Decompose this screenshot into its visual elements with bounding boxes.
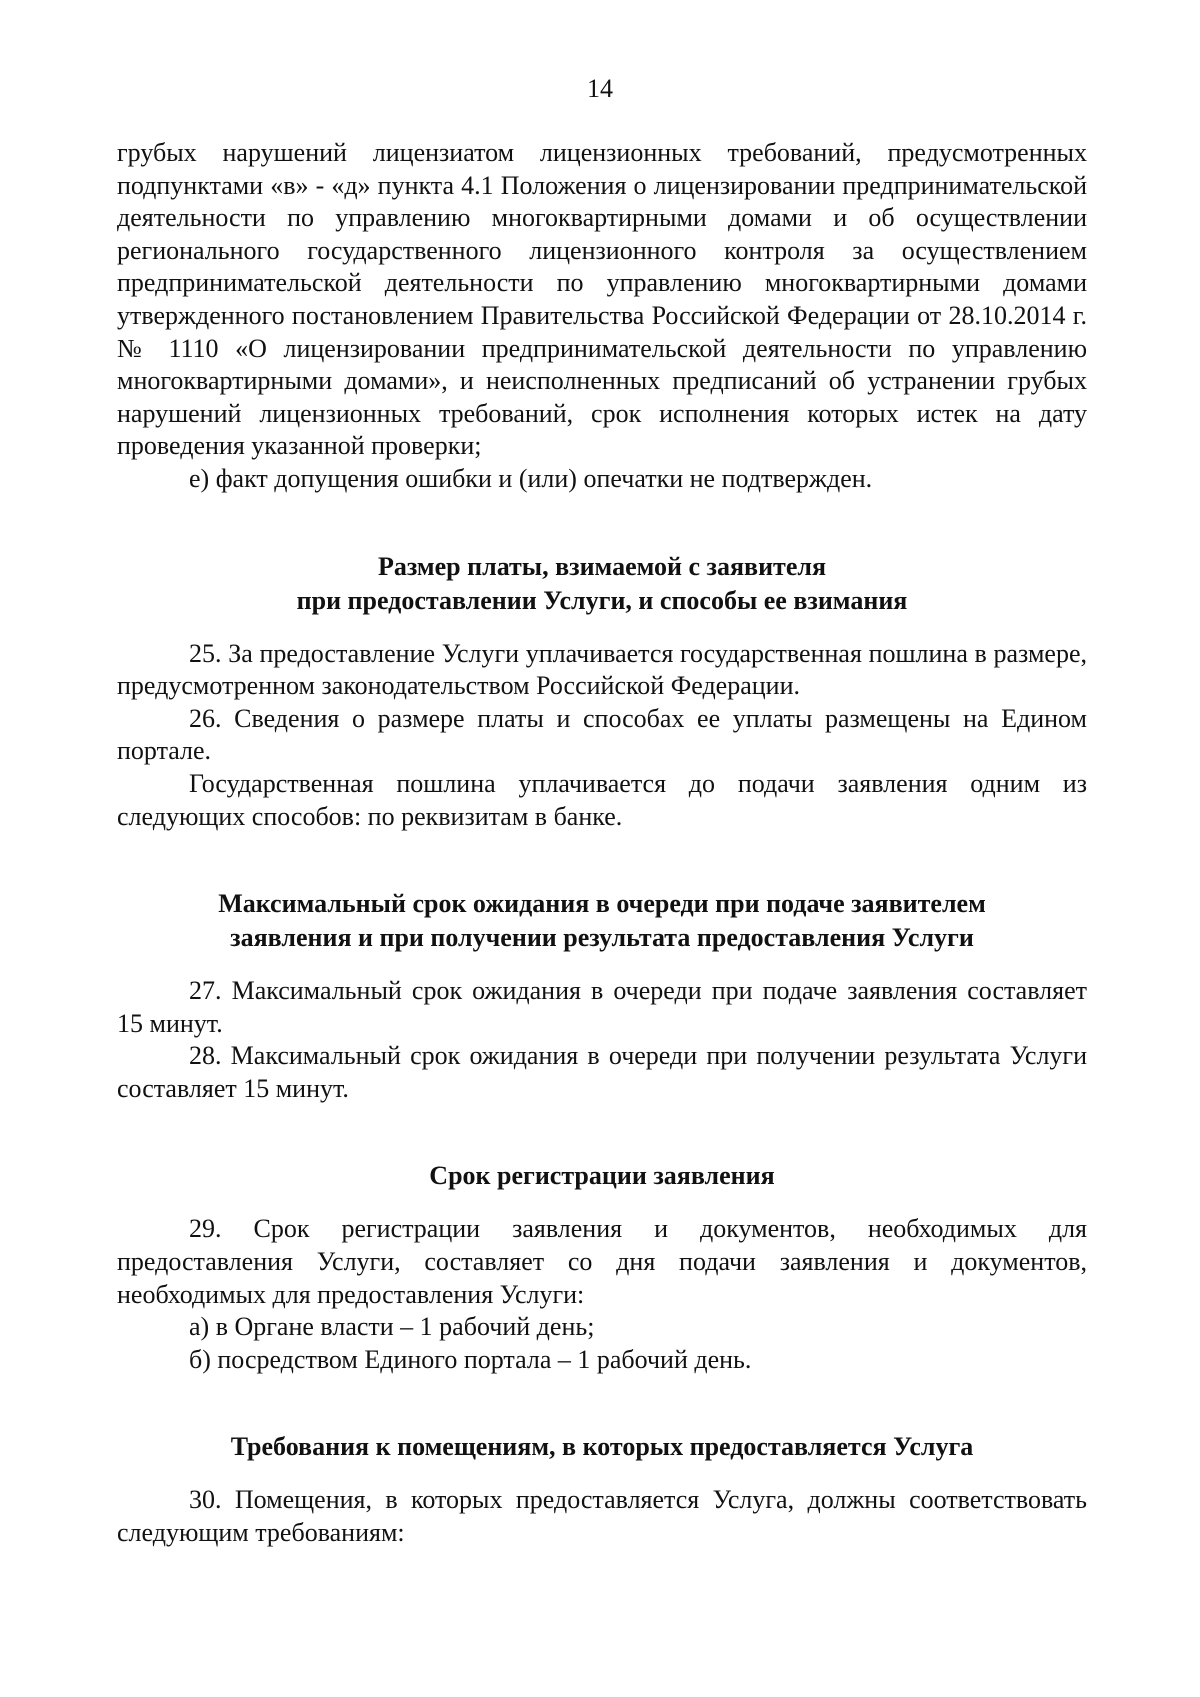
paragraph-30: 30. Помещения, в которых предоставляется Услуга, должны соответствовать следующим требованиям: (117, 1485, 1087, 1548)
paragraph-29-a: а) в Органе власти – 1 рабочий день; (189, 1312, 595, 1342)
paragraph-duty-payment: Государственная пошлина уплачивается до подачи заявления одним из следующих способов: по реквизитам в банке. (117, 768, 1087, 831)
paragraph-item-e: е) факт допущения ошибки и (или) опечатки не подтвержден. (189, 463, 873, 493)
paragraph-violations-continuation: грубых нарушений лицензиатом лицензионных требований, предусмотренных подпунктами «в» - «д» пункта 4.1 Положения о лицензировании предпринимательской деятельности по управлению многоквартирными домами и об осуществлении регионального государственного лицензионного контроля за осуществлением предпринимательской деятельности по управлению многоквартирными домами утвержденного постановлением Правительства Российской Федерации от 28.10.2014 г. № 1110 «О лицензировании предпринимательской деятельности по управлению многоквартирными домами», и неисполненных предписаний об устранении грубых нарушений лицензионных требований, срок исполнения которых истек на дату проведения указанной проверки; (117, 138, 1087, 461)
paragraph-28: 28. Максимальный срок ожидания в очереди при получении результата Услуги составляет 15 минут. (117, 1041, 1087, 1103)
heading-premises-requirements (117, 1430, 1087, 1464)
heading-line: при предоставлении Услуги, и способы ее взимания (296, 585, 908, 615)
paragraph-26: 26. Сведения о размере платы и способах ее уплаты размещены на Едином портале. (117, 703, 1087, 766)
paragraph-29: 29. Срок регистрации заявления и документов, необходимых для предоставления Услуги, составляет со дня подачи заявления и документов, необходимых для предоставления Услуги: (117, 1214, 1087, 1309)
paragraph-27: 27. Максимальный срок ожидания в очереди при подаче заявления составляет 15 минут. (117, 976, 1087, 1038)
heading-registration-term (117, 1159, 1087, 1193)
heading-line: Срок регистрации заявления (429, 1161, 775, 1191)
page-number: 14 (587, 74, 613, 103)
heading-queue-time (117, 887, 1087, 955)
heading-line: Размер платы, взимаемой с заявителя (377, 551, 827, 581)
heading-line: Требования к помещениям, в которых предоставляется Услуга (230, 1432, 974, 1462)
document-body (117, 137, 1087, 1550)
heading-line: Максимальный срок ожидания в очереди при подаче заявителем (218, 889, 986, 919)
paragraph-25: 25. За предоставление Услуги уплачивается государственная пошлина в размере, предусмотренном законодательством Российской Федерации. (117, 638, 1087, 701)
heading-fee-size (117, 550, 1087, 618)
paragraph-29-b: б) посредством Единого портала – 1 рабочий день. (189, 1344, 752, 1374)
heading-line: заявления и при получении результата предоставления Услуги (230, 923, 974, 953)
